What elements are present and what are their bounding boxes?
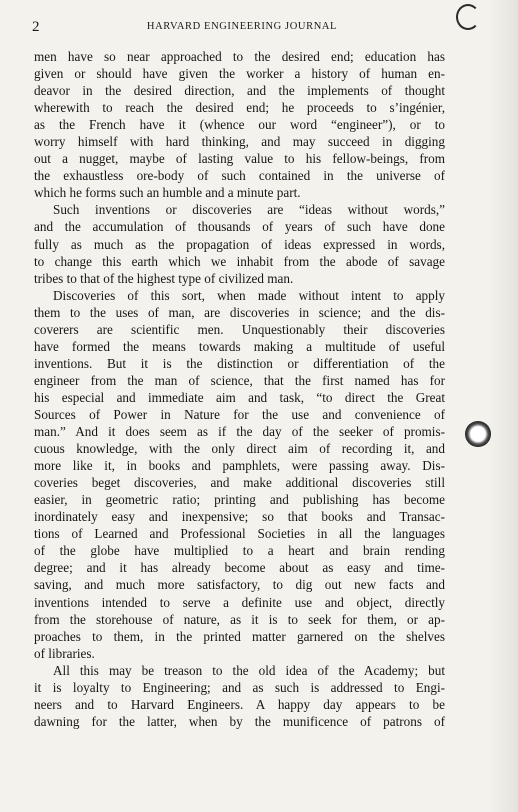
text-line: inordinately easy and inexpensive; so that books and Transac- (34, 509, 445, 525)
text-line: cuous knowledge, with the only direct aim of recording it, and (34, 441, 445, 457)
text-line: which he forms such an humble and a minute part. (34, 185, 301, 201)
text-line: to change this earth which we inhabit from the abode of savage (34, 253, 445, 269)
text-line: coveries beget discoveries, and make additional discoveries still (34, 475, 445, 491)
paragraph-first-line: All this may be treason to the old idea of the Academy; but (53, 662, 445, 678)
page-header (32, 19, 452, 39)
text-line: engineer from the man of science, that the first named has for (34, 372, 445, 388)
punch-hole-top (456, 4, 480, 30)
text-line: his especial and immediate aim and task, “to direct the Great (34, 389, 445, 405)
text-line: and the accumulation of thousands of years of such have done (34, 219, 445, 235)
text-line: as the French have it (whence our word “engineer”), or to (34, 117, 445, 133)
text-line: it is loyalty to Engineering; and as such is addressed to Engi- (34, 679, 445, 695)
text-line: deavor in the desired direction, and the implements of thought (34, 83, 445, 99)
text-line: degree; and it has already become about as easy and time- (34, 560, 445, 576)
text-line: dawning for the latter, when by the munificence of patrons of (34, 713, 445, 729)
paragraph-first-line: Discoveries of this sort, when made without intent to apply (53, 287, 445, 303)
text-line: the exhaustless ore-body of such contained in the universe of (34, 168, 445, 184)
text-line: man.” And it does seem as if the day of the seeker of promis- (34, 424, 445, 440)
text-line: worry himself with hard thinking, and may succeed in digging (34, 134, 445, 150)
page-edge-shadow (488, 0, 518, 812)
text-line: out a nugget, maybe of lasting value to his fellow-beings, from (34, 151, 445, 167)
text-line: coverers are scientific men. Unquestionably their discoveries (34, 321, 445, 337)
text-line: more like it, in books and pamphlets, were passing away. Dis- (34, 458, 445, 474)
text-line: fully as much as the propagation of ideas expressed in words, (34, 236, 445, 252)
text-line: inventions intended to serve a definite use and object, directly (34, 594, 445, 610)
body-text (34, 48, 445, 730)
punch-hole-middle (465, 421, 491, 447)
text-line: inventions. But it is the distinction or differentiation of the (34, 355, 445, 371)
text-line: men have so near approached to the desired end; education has (34, 49, 445, 64)
text-line: them to the uses of man, are discoveries in science; and the dis- (34, 304, 445, 320)
text-line: have formed the means towards making a multitude of useful (34, 338, 445, 354)
text-line: tribes to that of the highest type of civilized man. (34, 270, 294, 286)
running-title: HARVARD ENGINEERING JOURNAL (146, 21, 338, 32)
text-line: wherewith to reach the desired end; he proceeds to s’ingénier, (34, 100, 445, 116)
text-line: neers and to Harvard Engineers. A happy day appears to be (34, 696, 445, 712)
text-line: saving, and much more satisfactory, to dig out new facts and (34, 577, 445, 593)
text-line: given or should have given the worker a history of human en- (34, 66, 445, 82)
page-number: 2 (32, 19, 40, 35)
text-line: from the storehouse of nature, as it is to seek for them, or ap- (34, 611, 445, 627)
text-line: of libraries. (34, 645, 95, 661)
paragraph-first-line: Such inventions or discoveries are “ideas without words,” (53, 202, 445, 218)
text-line: Sources of Power in Nature for the use and convenience of (34, 406, 445, 422)
text-line: proaches to them, in the printed matter garnered on the shelves (34, 628, 445, 644)
text-line: tions of Learned and Professional Societies in all the languages (34, 526, 445, 542)
text-line: of the globe have multiplied to a heart and brain rending (34, 543, 445, 559)
text-line: easier, in geometric ratio; printing and publishing has become (34, 492, 445, 508)
